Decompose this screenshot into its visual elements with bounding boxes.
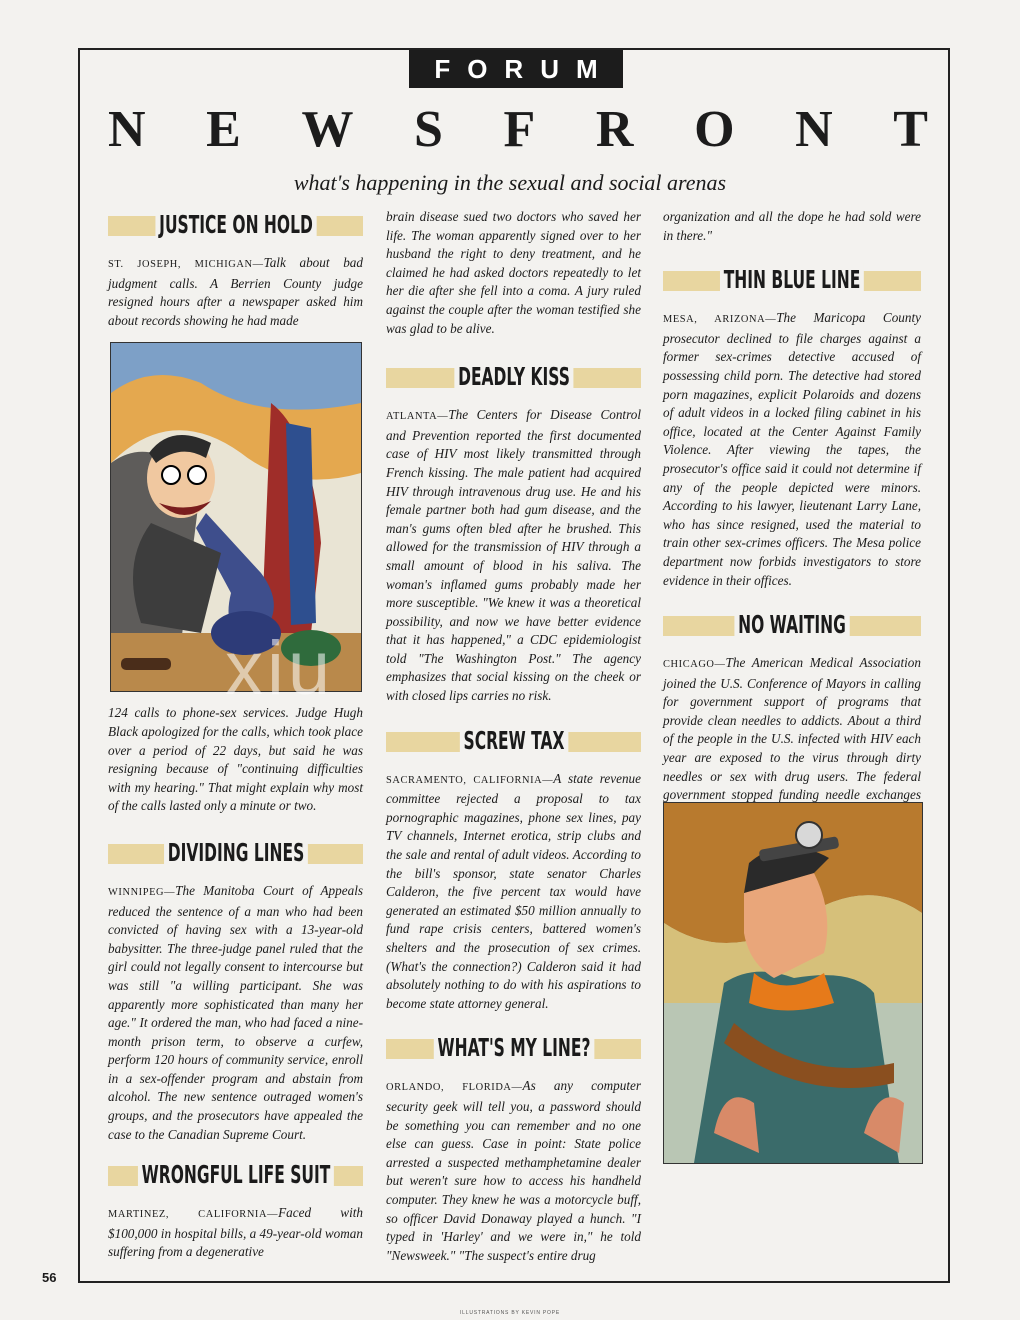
article-screw-text bbox=[386, 770, 641, 1014]
heading-text: DIVIDING LINES bbox=[164, 836, 308, 870]
column-right bbox=[663, 208, 921, 879]
dateline: MESA, ARIZONA— bbox=[663, 314, 777, 326]
article-text: The Maricopa County prosecutor declined to file charges against a former sex-crimes detective accused of possessing child porn. The detective had stored porn magazines, explicit Polaroids and dozens of adult videos in a locked filing cabinet in his office, located at the Center Against Family Violence. After viewing the tapes, the prosecutor's office said it could not determine if any of the people depicted were minors. According to his lawyer, lieutenant Larry Lane, who has since resigned, used the material to train other sex-crimes officers. The Mesa police department now forbids investigators to store evidence in their offices. bbox=[663, 310, 921, 588]
masthead-letter: N bbox=[108, 100, 146, 158]
masthead-letter: E bbox=[206, 100, 241, 158]
forum-label: FORUM bbox=[409, 50, 623, 88]
article-wrongful-continued: brain disease sued two doctors who saved her life. The woman apparently signed over to her husband the right to deny treatment, and he claimed he had asked doctors repeatedly to let her die after she fell into a coma. A jury ruled against the couple after the woman testified she was glad to be alive. bbox=[386, 209, 641, 336]
article-text: As any computer security geek will tell you, a password should be something you can remember and no one else can guess. Case in point: State police arrested a suspected methamphetamine dealer but weren't sure how to access his handheld computer. They knew he was a motorcycle buff, so officer David Donaway played a hunch. "I typed in 'Harley' and we were in," he told "Newsweek." "The suspect's entire drug bbox=[386, 1078, 641, 1263]
watermark: xiu bbox=[225, 626, 335, 711]
article-line-continued: organization and all the dope he had sold were in there." bbox=[663, 209, 921, 243]
dateline: SACRAMENTO, CALIFORNIA— bbox=[386, 774, 554, 786]
section-heading-dividing bbox=[108, 837, 363, 867]
masthead-letter: W bbox=[301, 100, 354, 158]
article-text: A state revenue committee rejected a proposal to tax pornographic magazines, phone sex lines, pay TV channels, Internet erotica, strip clubs and the sale and rental of adult videos. According to the bill's sponsor, state senator Charles Calderon, the five percent tax would have generated an estimated $50 million annually to fund rape crisis centers, battered women's shelters and the prosecution of sex crimes. (What's the connection?) Calderon said it had absolutely nothing to do with his aspirations to become state attorney general. bbox=[386, 770, 641, 1011]
masthead-letter: R bbox=[595, 100, 634, 158]
masthead bbox=[108, 94, 928, 164]
section-heading-thin bbox=[663, 265, 921, 295]
article-thin-text bbox=[663, 309, 921, 590]
article-wrongful-text bbox=[108, 1204, 363, 1262]
section-heading-wrongful bbox=[108, 1160, 363, 1190]
dateline: ATLANTA— bbox=[386, 411, 449, 423]
heading-text: JUSTICE ON HOLD bbox=[155, 208, 316, 242]
article-justice-text bbox=[108, 254, 363, 330]
doctor-illustration bbox=[663, 802, 923, 1164]
article-line-text bbox=[386, 1077, 641, 1265]
column-middle bbox=[386, 208, 641, 1265]
heading-text: NO WAITING bbox=[734, 608, 849, 642]
dateline: ST. JOSEPH, MICHIGAN— bbox=[108, 259, 264, 270]
judge-phone-image bbox=[111, 343, 361, 691]
page-number: 56 bbox=[42, 1270, 57, 1285]
section-heading-screw bbox=[386, 725, 641, 755]
masthead-letter: S bbox=[414, 100, 443, 158]
article-text: The Manitoba Court of Appeals reduced the sentence of a man who had been convicted of having sex with a 13-year-old babysitter. The three-judge panel ruled that the girl could not legally consent to intercourse but was still "a willing participant. She was apparently more sophisticated than many her age." It ordered the man, who had faced a nine-month prison term, to observe a curfew, perform 120 hours of community service, enroll in a sex-offender program and abstain from alcohol. The new sentence outraged women's groups, and the prosecutors have appealed the case to the Canadian Supreme Court. bbox=[108, 882, 363, 1142]
heading-text: THIN BLUE LINE bbox=[720, 263, 864, 297]
section-heading-justice bbox=[108, 210, 363, 239]
dateline: ORLANDO, FLORIDA— bbox=[386, 1082, 523, 1094]
dateline: WINNIPEG— bbox=[108, 886, 176, 898]
page-subtitle: what's happening in the sexual and social arenas bbox=[293, 170, 727, 195]
dateline: MARTINEZ, CALIFORNIA— bbox=[108, 1209, 279, 1221]
masthead-letter: O bbox=[694, 100, 735, 158]
judge-illustration bbox=[110, 342, 362, 692]
heading-text: SCREW TAX bbox=[459, 724, 567, 758]
masthead-letter: F bbox=[503, 100, 536, 158]
heading-text: WRONGFUL LIFE SUIT bbox=[137, 1158, 333, 1192]
illustration-credit: ILLUSTRATIONS BY KEVIN POPE bbox=[459, 1310, 561, 1316]
column-left bbox=[108, 208, 363, 1262]
article-text: Faced with $100,000 in hospital bills, a 49-year-old woman suffering from a degenerative bbox=[108, 1205, 363, 1260]
masthead-letter: N bbox=[795, 100, 833, 158]
heading-text: WHAT'S MY LINE? bbox=[433, 1031, 593, 1065]
article-dividing-text bbox=[108, 882, 363, 1144]
article-text: The American Medical Association joined the U.S. Conference of Mayors in calling for government support of programs that provide clean needles to addicts. About a third of the people in the U.S. infected with HIV each year are exposed to the virus through dirty needles or sex with drug users. The federal government stopped funding needle exchanges bbox=[663, 655, 921, 803]
section-heading-deadly bbox=[386, 362, 641, 392]
dateline: CHICAGO— bbox=[663, 659, 726, 671]
heading-text: DEADLY KISS bbox=[454, 360, 573, 394]
article-deadly-text bbox=[386, 406, 641, 706]
section-heading-line bbox=[386, 1033, 641, 1063]
article-justice-continued: 124 calls to phone-sex services. Judge Hugh Black apologized for the calls, which took place over a period of 22 days, but said he was resigning because of "continuing difficulties with my hearing." That might explain why most of the calls lasted only a minute or two. bbox=[108, 705, 363, 814]
doctor-image bbox=[664, 803, 922, 1163]
masthead-letter: T bbox=[893, 100, 928, 158]
section-heading-waiting bbox=[663, 610, 921, 640]
article-text: The Centers for Disease Control and Prevention reported the first documented case of HIV most likely transmitted through French kissing. The male patient had acquired HIV through intravenous drug use. He and his female partner both had gum disease, and the man's gums often bled after he brushed. This allowed for the transmission of HIV through a small amount of blood in his saliva. The woman's inflamed gums probably made her more susceptible. "We knew it was a theoretical possibility, and now we have better evidence that it has happened," a CDC epidemiologist told "The Washington Post." The agency emphasizes that social kissing on the cheek or with closed lips carries no risk. bbox=[386, 407, 641, 704]
article-text: Talk about bad judgment calls. A Berrien County judge resigned hours after a newspaper asked him about records showing he had made bbox=[108, 255, 363, 328]
